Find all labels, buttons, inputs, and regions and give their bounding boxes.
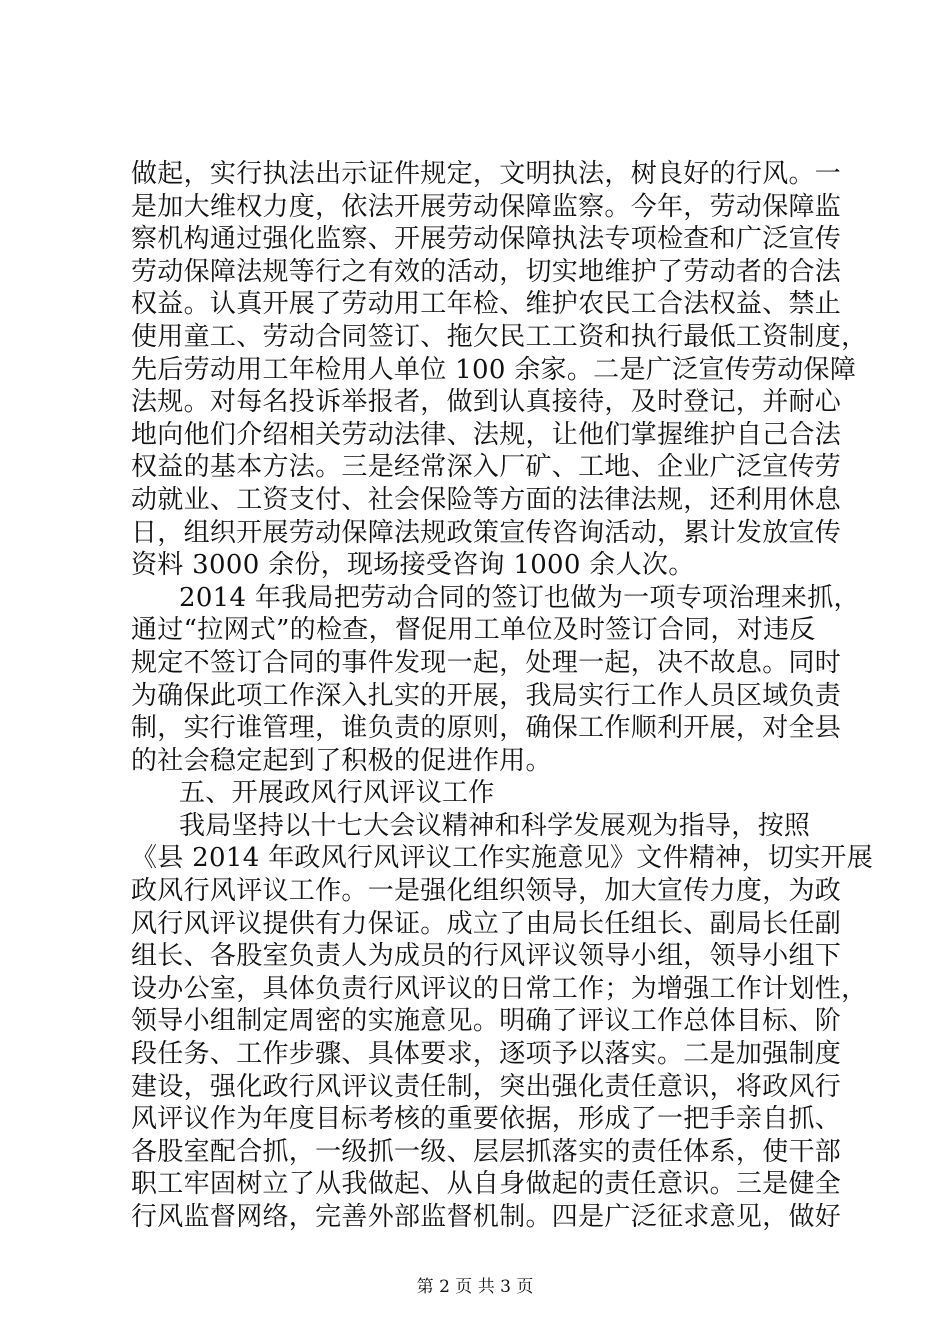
text-line: 日，组织开展劳动保障法规政策宣传咨询活动，累计发放宣传 xyxy=(131,517,842,548)
text-line: 各股室配合抓，一级抓一级、层层抓落实的责任体系，使干部 xyxy=(131,1136,842,1167)
text-line: 使用童工、劳动合同签订、拖欠民工工资和执行最低工资制度， xyxy=(131,321,868,352)
text-line: 风评议作为年度目标考核的重要依据，形成了一把手亲自抓、 xyxy=(131,1104,842,1135)
text-line: 设办公室，具体负责行风评议的日常工作；为增强工作计划性， xyxy=(131,973,868,1004)
text-line: 领导小组制定周密的实施意见。明确了评议工作总体目标、阶 xyxy=(131,1006,842,1037)
page-number-footer: 第 2 页 共 3 页 xyxy=(416,1277,534,1297)
text-line: 规定不签订合同的事件发现一起，处理一起，决不故息。同时 xyxy=(131,647,842,678)
body-text xyxy=(131,158,873,1234)
text-line: 的社会稳定起到了积极的促进作用。 xyxy=(131,745,552,776)
text-line: 资料 3000 余份，现场接受咨询 1000 余人次。 xyxy=(131,550,695,581)
text-line: 动就业、工资支付、社会保险等方面的法律法规，还利用休息 xyxy=(131,484,842,515)
text-line: 做起，实行执法出示证件规定，文明执法，树良好的行风。一 xyxy=(131,159,842,189)
text-line: 制，实行谁管理，谁负责的原则，确保工作顺利开展，对全县 xyxy=(131,713,842,744)
text-line: 权益。认真开展了劳动用工年检、维护农民工合法权益、禁止 xyxy=(131,289,842,320)
text-line: 察机构通过强化监察、开展劳动保障执法专项检查和广泛宣传 xyxy=(131,224,842,255)
text-line: 地向他们介绍相关劳动法律、法规，让他们掌握维护自己合法 xyxy=(131,419,842,450)
text-line: 政风行风评议工作。一是强化组织领导，加大宣传力度，为政 xyxy=(131,876,842,907)
text-line: 是加大维权力度，依法开展劳动保障监察。今年，劳动保障监 xyxy=(131,191,842,222)
text-line: 《县 2014 年政风行风评议工作实施意见》文件精神，切实开展 xyxy=(131,843,873,874)
text-line: 风行风评议提供有力保证。成立了由局长任组长、副局长任副 xyxy=(131,908,842,939)
text-line: 通过“拉网式”的检查，督促用工单位及时签订合同，对违反 xyxy=(131,615,816,646)
text-line: 职工牢固树立了从我做起、从自身做起的责任意识。三是健全 xyxy=(131,1169,842,1200)
text-line: 权益的基本方法。三是经常深入厂矿、工地、企业广泛宣传劳 xyxy=(131,452,842,483)
text-line: 先后劳动用工年检用人单位 100 余家。二是广泛宣传劳动保障 xyxy=(131,354,857,385)
paragraph-start-line: 我局坚持以十七大会议精神和科学发展观为指导，按照 xyxy=(179,810,811,841)
text-line: 建设，强化政行风评议责任制，突出强化责任意识，将政风行 xyxy=(131,1071,842,1102)
text-line: 劳动保障法规等行之有效的活动，切实地维护了劳动者的合法 xyxy=(131,256,842,287)
paragraph-start-line: 2014 年我局把劳动合同的签订也做为一项专项治理来抓， xyxy=(179,582,860,613)
text-line: 法规。对每名投诉举报者，做到认真接待，及时登记，并耐心 xyxy=(131,387,842,418)
text-line: 为确保此项工作深入扎实的开展，我局实行工作人员区域负责 xyxy=(131,680,842,711)
text-line: 组长、各股室负责人为成员的行风评议领导小组，领导小组下 xyxy=(131,941,842,972)
text-line: 段任务、工作步骤、具体要求，逐项予以落实。二是加强制度 xyxy=(131,1039,842,1070)
text-line: 行风监督网络，完善外部监督机制。四是广泛征求意见，做好 xyxy=(131,1202,842,1232)
section-heading: 五、开展政风行风评议工作 xyxy=(179,778,495,809)
